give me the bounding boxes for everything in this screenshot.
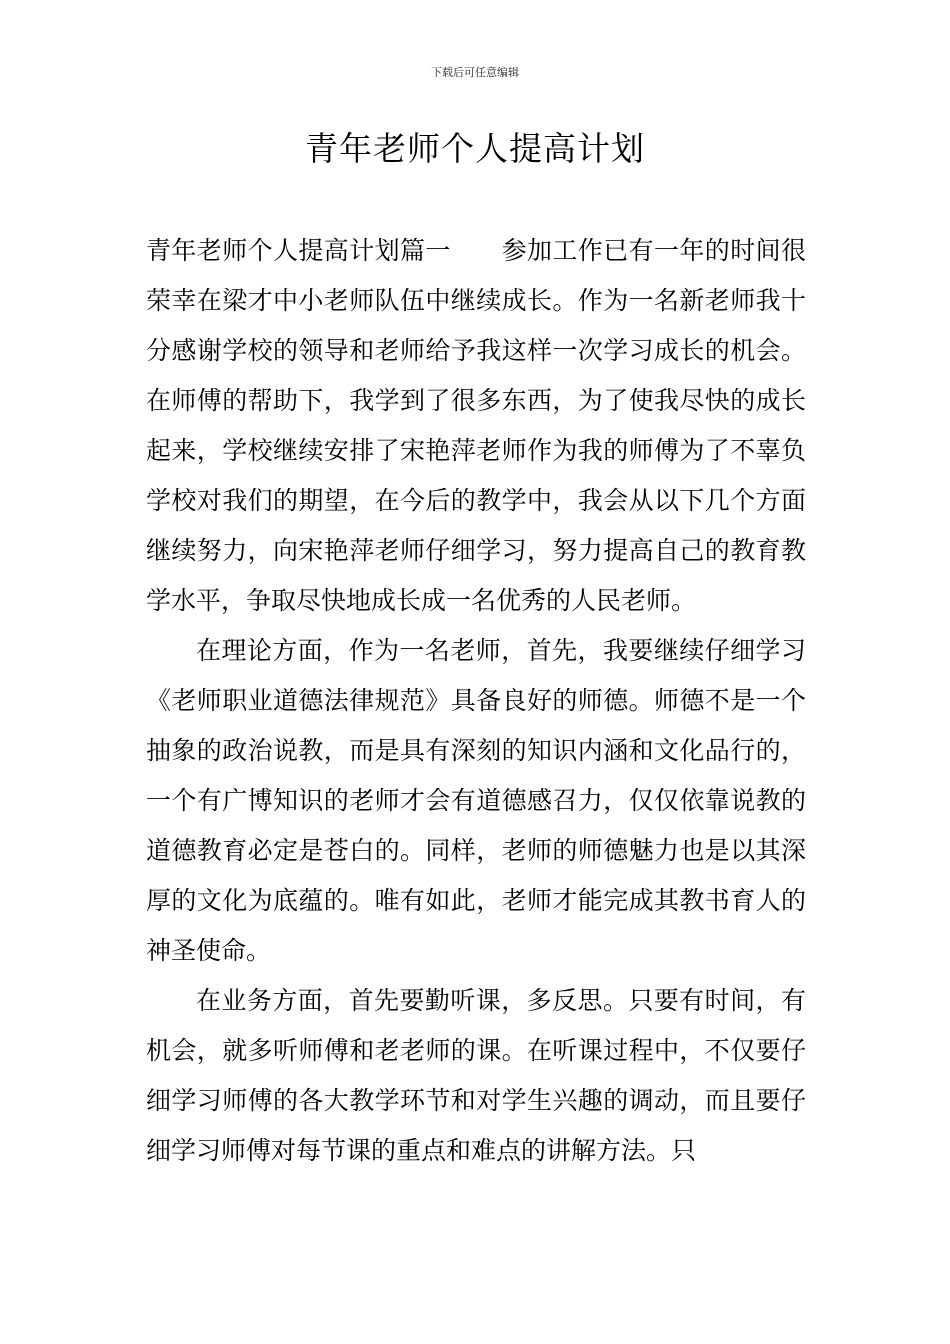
paragraph-theory: 在理论方面，作为一名老师，首先，我要继续仔细学习《老师职业道德法律规范》具备良好的师德。师德不是一个抽象的政治说教，而是具有深刻的知识内涵和文化品行的，一个有广博知识的老师才会有道德感召力，仅仅依靠说教的道德教育必定是苍白的。同样，老师的师德魅力也是以其深厚的文化为底蕴的。唯有如此，老师才能完成其教书育人的神圣使命。 [146,636,806,965]
paragraph-intro: 青年老师个人提高计划篇一 参加工作已有一年的时间很荣幸在梁才中小老师队伍中继续成长。作为一名新老师我十分感谢学校的领导和老师给予我这样一次学习成长的机会。在师傅的帮助下，我学到了很多东西，为了使我尽快的成长起来，学校继续安排了宋艳萍老师作为我的师傅为了不辜负学校对我们的期望，在今后的教学中，我会从以下几个方面继续努力，向宋艳萍老师仔细学习，努力提高自己的教育教学水平，争取尽快地成长成一名优秀的人民老师。 [146,236,806,615]
document-body [146,226,806,1176]
document-title: 青年老师个人提高计划 [305,129,645,168]
paragraph-practice: 在业务方面，首先要勤听课，多反思。只要有时间，有机会，就多听师傅和老老师的课。在听课过程中，不仅要仔细学习师傅的各大教学环节和对学生兴趣的调动，而且要仔细学习师傅对每节课的重点和难点的讲解方法。只 [146,986,806,1165]
page-header-note: 下载后可任意编辑 [431,66,519,79]
